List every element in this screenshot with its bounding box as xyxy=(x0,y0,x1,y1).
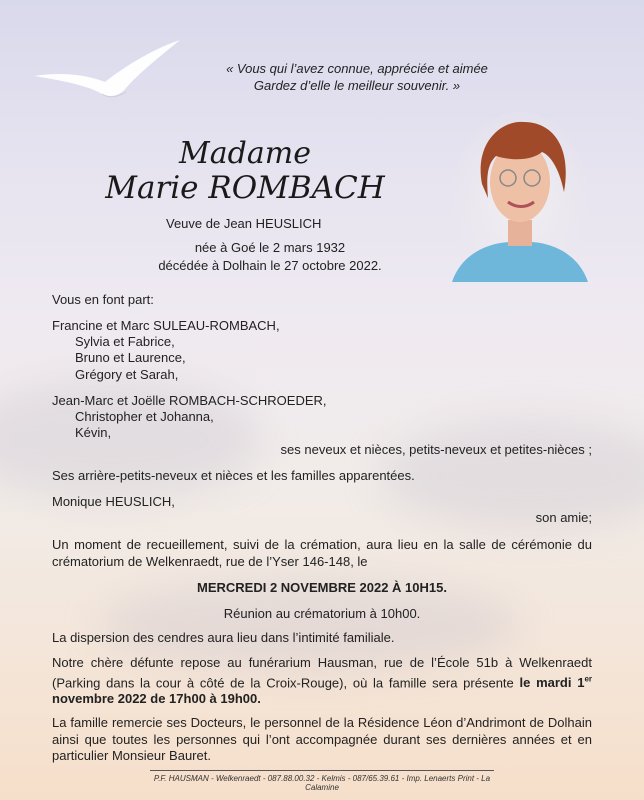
honorific: Madame xyxy=(179,136,311,171)
memorial-quote xyxy=(200,60,514,94)
footer-credits: P.F. HAUSMAN - Welkenraedt - 087.88.00.32 - Kelmis - 087/65.39.61 - Imp. Lenaerts Print - La Calamine xyxy=(150,770,494,792)
visit-pre: le mardi 1 xyxy=(519,674,585,690)
nephews-line: ses neveux et nièces, petits-neveux et petites-nièces ; xyxy=(280,442,592,457)
ceremony-text: Un moment de recueillement, suivi de la crémation, aura lieu en la salle de cérémonie du crématorium de Welkenraedt, rue de l’Yser 146-148, le xyxy=(52,537,592,569)
quote-line: « Vous qui l’avez connue, appréciée et aimée xyxy=(226,61,488,76)
rest-text: Notre chère défunte repose au funérarium Hausman, rue de l’École 51b à Welkenraedt (Parking dans la cour à côté de la Croix-Rouge), où la famille sera présente xyxy=(52,655,592,690)
ceremony-date: MERCREDI 2 NOVEMBRE 2022 À 10H15. xyxy=(197,580,447,595)
family-member: Christopher et Johanna, xyxy=(75,409,214,424)
family-member: Bruno et Laurence, xyxy=(75,350,186,365)
deceased-name: Marie ROMBACH xyxy=(105,170,385,206)
seagull-icon xyxy=(30,36,185,106)
friend-name: Monique HEUSLICH, xyxy=(52,494,175,509)
family-member: Francine et Marc SULEAU-ROMBACH, xyxy=(52,318,280,333)
funeral-home-text xyxy=(52,655,592,708)
dispersion-line: La dispersion des cendres aura lieu dans l’intimité familiale. xyxy=(52,630,395,645)
family-member: Kévin, xyxy=(75,425,112,440)
visit-post: novembre 2022 de 17h00 à 19h00. xyxy=(52,691,261,707)
friend-role: son amie; xyxy=(535,510,592,525)
family-intro: Vous en font part: xyxy=(52,292,154,307)
thanks-text: La famille remercie ses Docteurs, le personnel de la Résidence Léon d’Andrimont de Dolhain ainsi que toutes les personnes qui l’ont accompagnée durant ses dernières années et en particulier Monsieur Bauret. xyxy=(52,715,592,763)
birth-line: née à Goé le 2 mars 1932 xyxy=(194,240,346,255)
family-member: Jean-Marc et Joëlle ROMBACH-SCHROEDER, xyxy=(52,393,327,408)
meeting-line: Réunion au crématorium à 10h00. xyxy=(223,606,421,621)
family-member: Sylvia et Fabrice, xyxy=(75,334,175,349)
spouse-line: Veuve de Jean HEUSLICH xyxy=(166,216,322,231)
portrait-photo xyxy=(452,112,588,282)
visit-sup: er xyxy=(584,674,592,684)
family-member: Grégory et Sarah, xyxy=(75,367,179,382)
death-line: décédée à Dolhain le 27 octobre 2022. xyxy=(158,258,382,273)
great-nephews-line: Ses arrière-petits-neveux et nièces et les familles apparentées. xyxy=(52,468,415,483)
quote-line: Gardez d’elle le meilleur souvenir. » xyxy=(253,78,461,93)
